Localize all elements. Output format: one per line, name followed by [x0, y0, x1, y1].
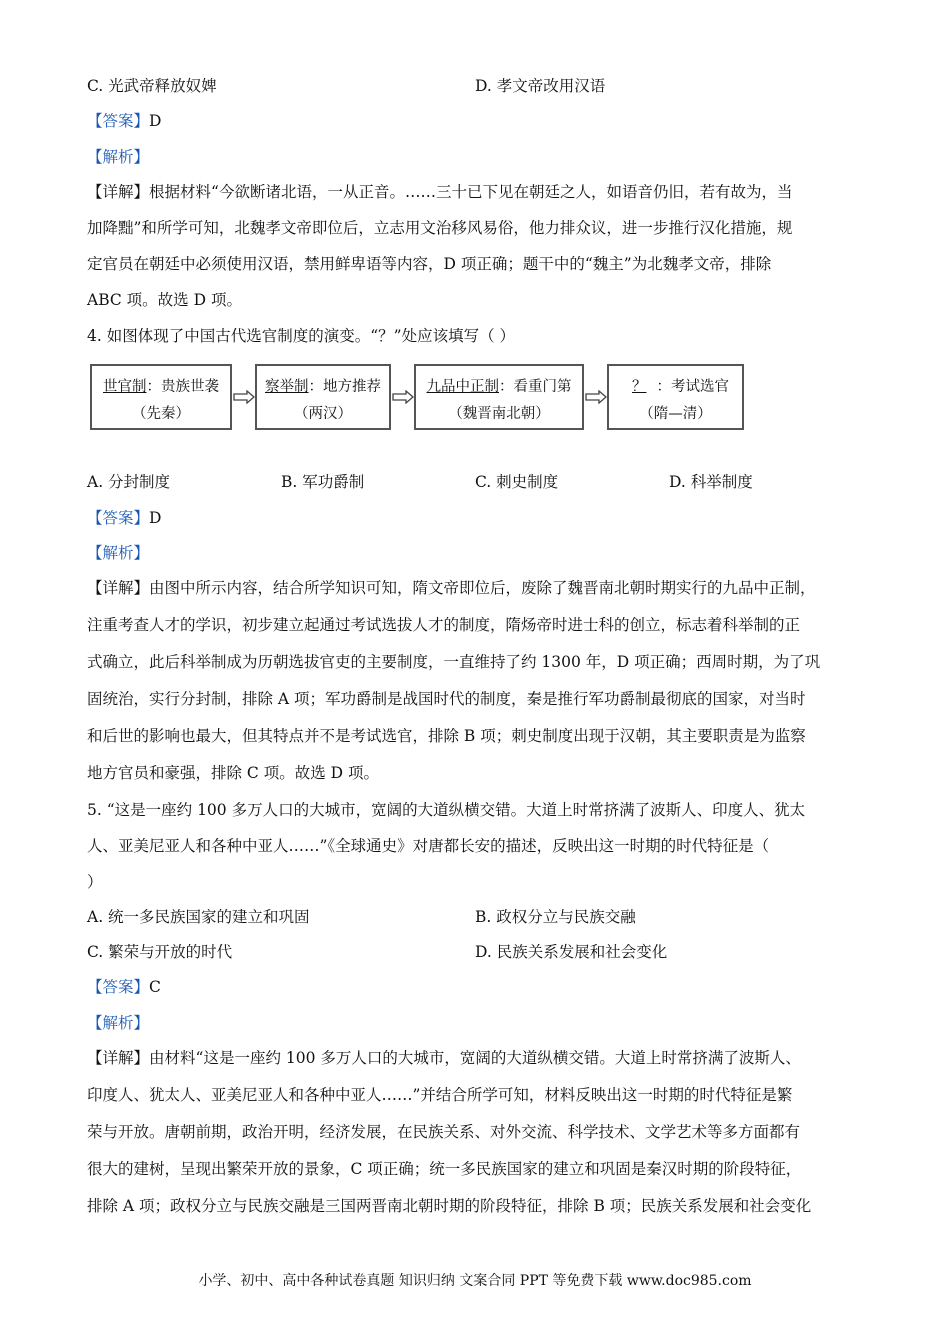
- flow-box-name: 九品中正制: [426, 379, 499, 395]
- answer-tag: 【答案】: [87, 978, 150, 996]
- q4-detail-line-4: 固统治，实行分封制，排除 A 项；军功爵制是战国时代的制度，秦是推行军功爵制最彻底的国家，对当时: [87, 690, 806, 708]
- q4-detail-line-5: 和后世的影响也最大，但其特点并不是考试选官，排除 B 项；刺史制度出现于汉朝，其主要职责是为监察: [87, 727, 806, 745]
- flow-box-name: ？: [632, 379, 647, 395]
- answer-value: C: [149, 978, 161, 996]
- q5-detail-line-2: 印度人、犹太人、亚美尼亚人和各种中亚人……”并结合所学可知，材料反映出这一时期的时代特征是繁: [87, 1086, 793, 1104]
- flow-box-desc: 贵族世袭: [161, 379, 219, 395]
- flow-box-period: （魏晋南北朝）: [448, 406, 550, 422]
- q3-option-c: C. 光武帝释放奴婢: [87, 77, 217, 95]
- q3-detail-line-4: ABC 项。故选 D 项。: [87, 291, 242, 309]
- q4-stem: 4. 如图体现了中国古代选官制度的演变。“？”处应该填写（ ）: [87, 327, 515, 345]
- q5-analysis-tag: 【解析】: [87, 1014, 150, 1032]
- q3-detail-line-3: 定官员在朝廷中必须使用汉语，禁用鲜卑语等内容，D 项正确；题干中的“魏主”为北魏孝文帝，排除: [87, 255, 772, 273]
- flow-box-period: （两汉）: [294, 406, 352, 422]
- q5-stem-line-1: 5. “这是一座约 100 多万人口的大城市，宽阔的大道纵横交错。大道上时常挤满了波斯人、印度人、犹太: [87, 801, 806, 819]
- q4-detail-line-6: 地方官员和豪强，排除 C 项。故选 D 项。: [87, 764, 379, 782]
- q3-detail-line-2: 加降黜”和所学可知，北魏孝文帝即位后，立志用文治移风易俗，他力排众议，进一步推行汉化措施，规: [87, 219, 793, 237]
- q5-detail-line-5: 排除 A 项；政权分立与民族交融是三国两晋南北朝时期的阶段特征，排除 B 项；民族关系发展和社会变化: [87, 1197, 812, 1215]
- flow-arrow-icon: [585, 390, 607, 404]
- q3-detail-line-1: [87, 182, 792, 202]
- detail-tag: 【详解】: [87, 183, 150, 201]
- q4-answer: [87, 508, 161, 528]
- flow-box-desc: 看重门第: [513, 379, 572, 395]
- flow-box-1: 世官制：贵族世袭 （先秦）: [90, 364, 232, 430]
- q3-answer: [87, 111, 161, 131]
- q5-option-b: B. 政权分立与民族交融: [475, 908, 636, 926]
- q4-option-d: D. 科举制度: [669, 473, 753, 491]
- flow-arrow-icon: [392, 390, 414, 404]
- detail-text: 由材料“这是一座约 100 多万人口的大城市，宽阔的大道纵横交错。大道上时常挤满了波斯人、: [149, 1049, 801, 1067]
- q5-answer: [87, 977, 161, 997]
- answer-tag: 【答案】: [87, 509, 150, 527]
- answer-value: D: [149, 509, 162, 527]
- q4-detail-line-3: 式确立，此后科举制成为历朝选拔官吏的主要制度，一直维持了约 1300 年，D 项正确；西周时期，为了巩: [87, 653, 821, 671]
- q4-option-c: C. 刺史制度: [475, 473, 559, 491]
- flow-box-name: 察举制: [265, 379, 309, 395]
- q5-option-a: A. 统一多民族国家的建立和巩固: [87, 908, 310, 926]
- detail-text: 根据材料“今欲断诸北语，一从正音。……三十已下见在朝廷之人，如语音仍旧，若有故为，当: [149, 183, 793, 201]
- page-footer: 小学、初中、高中各种试卷真题 知识归纳 文案合同 PPT 等免费下载 www.doc985.com: [198, 1273, 752, 1289]
- selection-system-flowchart: [90, 364, 744, 434]
- flow-box-3: 九品中正制：看重门第 （魏晋南北朝）: [414, 364, 584, 430]
- q5-detail-line-1: [87, 1048, 801, 1068]
- flow-box-period: （隋—清）: [639, 406, 712, 422]
- q5-detail-line-3: 荣与开放。唐朝前期，政治开明，经济发展，在民族关系、对外交流、科学技术、文学艺术等多方面都有: [87, 1123, 801, 1141]
- flow-box-period: （先秦）: [132, 406, 190, 422]
- q5-stem-line-2: 人、亚美尼亚人和各种中亚人……”《全球通史》对唐都长安的描述，反映出这一时期的时代特征是（: [87, 837, 770, 855]
- detail-text: 由图中所示内容，结合所学知识可知，隋文帝即位后，废除了魏晋南北朝时期实行的九品中正制，: [149, 579, 816, 597]
- answer-value: D: [149, 112, 162, 130]
- q4-option-a: A. 分封制度: [87, 473, 171, 491]
- q5-option-c: C. 繁荣与开放的时代: [87, 943, 233, 961]
- q4-analysis-tag: 【解析】: [87, 544, 150, 562]
- q4-detail-line-2: 注重考查人才的学识，初步建立起通过考试选拔人才的制度，隋炀帝时进士科的创立，标志着科举制的正: [87, 616, 801, 634]
- flow-box-name: 世官制: [103, 379, 147, 395]
- answer-tag: 【答案】: [87, 112, 150, 130]
- flow-box-2: 察举制：地方推荐 （两汉）: [255, 364, 391, 430]
- flow-box-desc: 地方推荐: [323, 379, 381, 395]
- q3-option-d: D. 孝文帝改用汉语: [475, 77, 606, 95]
- q5-stem-line-3: ）: [87, 873, 103, 891]
- detail-tag: 【详解】: [87, 1049, 150, 1067]
- q4-detail-line-1: [87, 578, 816, 598]
- q4-option-b: B. 军功爵制: [281, 473, 365, 491]
- flow-box-desc: 考试选官: [671, 379, 729, 395]
- flow-arrow-icon: [233, 390, 255, 404]
- flow-box-4: ？ ：考试选官 （隋—清）: [607, 364, 744, 430]
- q3-analysis-tag: 【解析】: [87, 148, 150, 166]
- q5-option-d: D. 民族关系发展和社会变化: [475, 943, 668, 961]
- q5-detail-line-4: 很大的建树，呈现出繁荣开放的景象，C 项正确；统一多民族国家的建立和巩固是秦汉时期的阶段特征，: [87, 1160, 802, 1178]
- detail-tag: 【详解】: [87, 579, 150, 597]
